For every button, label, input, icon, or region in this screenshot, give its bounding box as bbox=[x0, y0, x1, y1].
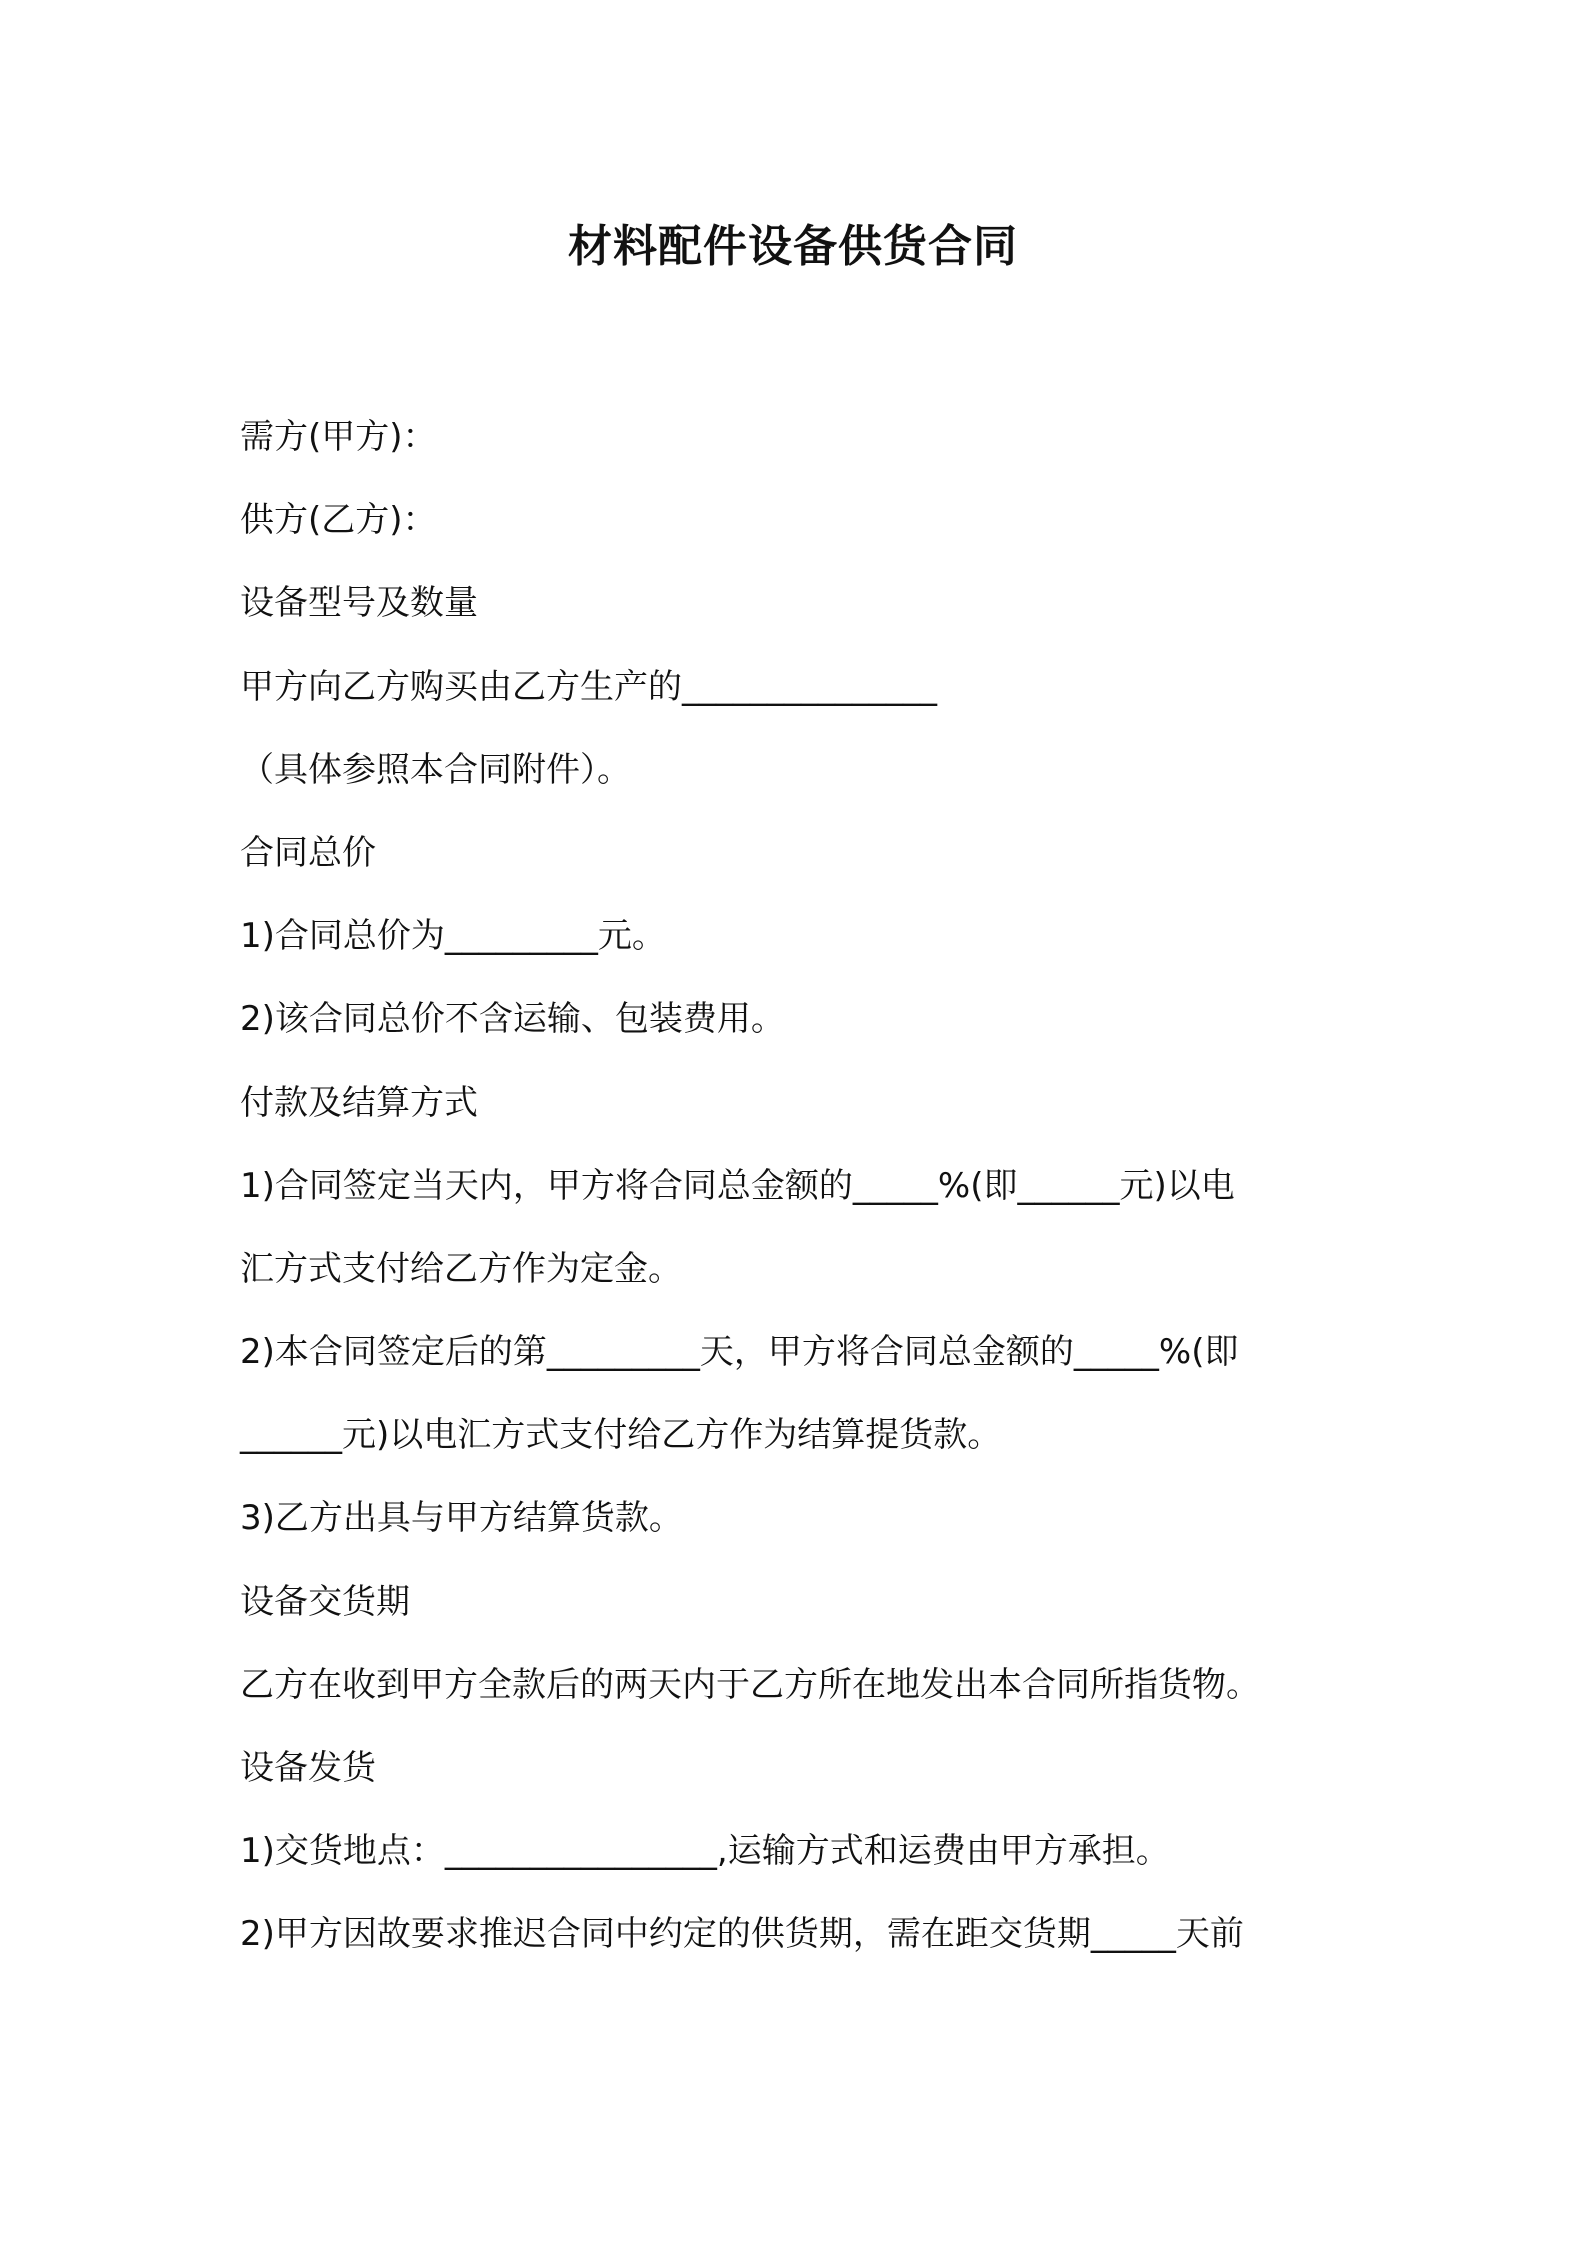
paragraph-line: 3)乙方出具与甲方结算货款。 bbox=[240, 1498, 683, 1539]
paragraph-line: （具体参照本合同附件）。 bbox=[240, 749, 631, 790]
paragraph-line: 乙方在收到甲方全款后的两天内于乙方所在地发出本合同所指货物。 bbox=[240, 1664, 1260, 1705]
section-heading-total-price: 合同总价 bbox=[240, 832, 376, 873]
paragraph-line: 2)本合同签定后的第_________天，甲方将合同总金额的_____%(即 bbox=[240, 1332, 1239, 1373]
paragraph-line: 1)合同总价为_________元。 bbox=[240, 916, 666, 957]
paragraph-line: 甲方向乙方购买由乙方生产的_______________ bbox=[240, 666, 937, 707]
section-heading-shipment: 设备发货 bbox=[240, 1748, 376, 1788]
party-a-line: 需方(甲方)： bbox=[240, 417, 437, 457]
paragraph-line: 1)交货地点：________________,运输方式和运费由甲方承担。 bbox=[240, 1831, 1170, 1872]
document-body bbox=[240, 402, 1350, 1983]
section-heading-equipment: 设备型号及数量 bbox=[240, 583, 478, 624]
party-b-line: 供方(乙方)： bbox=[240, 500, 437, 541]
paragraph-line: ______元)以电汇方式支付给乙方作为结算提货款。 bbox=[240, 1415, 1002, 1456]
document-title: 材料配件设备供货合同 bbox=[568, 221, 1018, 272]
paragraph-line: 2)甲方因故要求推迟合同中约定的供货期，需在距交货期_____天前 bbox=[240, 1914, 1244, 1955]
paragraph-line: 1)合同签定当天内，甲方将合同总金额的_____%(即______元)以电 bbox=[240, 1165, 1235, 1206]
paragraph-line: 汇方式支付给乙方作为定金。 bbox=[240, 1248, 682, 1289]
section-heading-payment: 付款及结算方式 bbox=[240, 1082, 478, 1123]
section-heading-delivery-period: 设备交货期 bbox=[240, 1581, 410, 1622]
paragraph-line: 2)该合同总价不含运输、包装费用。 bbox=[240, 999, 785, 1040]
